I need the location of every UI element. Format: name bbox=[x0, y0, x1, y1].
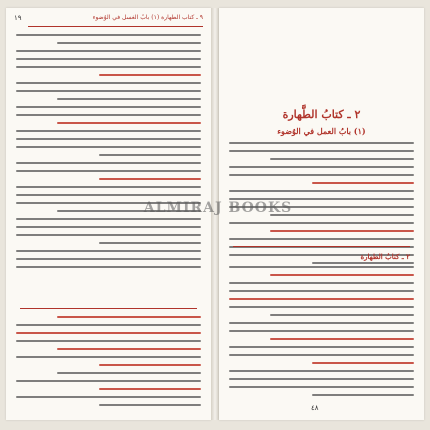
left-running-header: ٩ ـ كتاب الطهارة (١) بابُ الغسل في الوُضوء bbox=[28, 14, 203, 27]
right-footnotes bbox=[229, 266, 414, 402]
chapter-title: ٢ ـ كتابُ الطَّهارة bbox=[282, 108, 361, 121]
left-footnotes bbox=[16, 316, 201, 412]
left-footnote-divider bbox=[20, 308, 197, 309]
watermark-logo: ALMIRAJ BOOKS bbox=[143, 200, 293, 216]
section-title: (١) بابُ العمل في الوُضوء bbox=[277, 126, 366, 136]
right-page-number: ٤٨ bbox=[311, 404, 319, 412]
footnote-heading: ٢ ـ كتابُ الطهارة bbox=[360, 252, 410, 261]
left-body-text bbox=[16, 34, 201, 274]
left-page-number: ١٩ bbox=[14, 14, 22, 22]
right-footnote-divider bbox=[233, 246, 410, 247]
